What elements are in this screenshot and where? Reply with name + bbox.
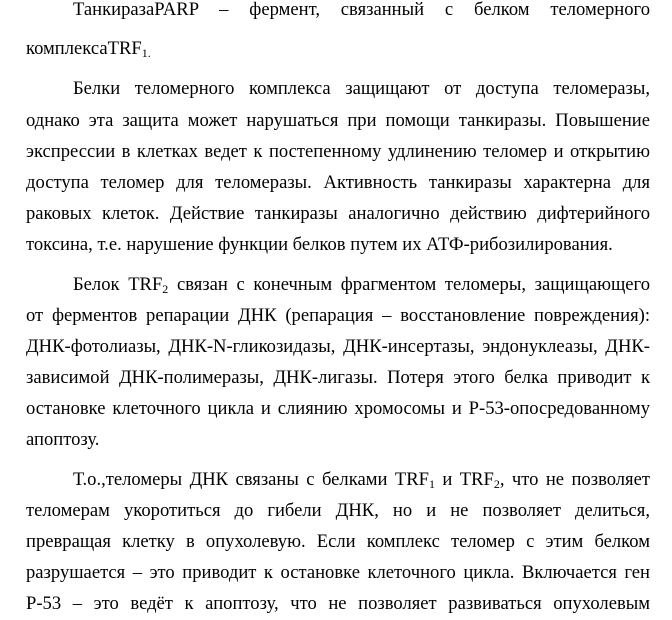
text-line: теломерам укоротиться до гибели ДНК, но и не позволяет делиться, [26,499,650,521]
paragraph [26,269,650,456]
text-line: токсина, т.е. нарушение функции белков путем их АТФ-рибозилирования. [26,234,613,256]
paragraph [26,0,650,64]
text-line [26,269,650,300]
text-line: Р-53 – это ведёт к апоптозу, что не позволяет развиваться опухолевым [26,593,650,615]
subscript: 1 [428,476,435,491]
text-line: апоптозу. [26,429,100,451]
text-line: доступа теломер для теломеразы. Активность танкиразы характерна для [26,171,650,193]
text-line: ТанкиразаPARP – фермент, связанный с белком теломерного [73,0,650,20]
paragraph [26,464,650,620]
text-line: разрушается – это приводит к остановке клеточного цикла. Включается ген [26,562,650,584]
document-page [26,0,650,620]
text-line [26,464,650,495]
text-line: Белки теломерного комплекса защищают от доступа теломеразы, [73,78,650,100]
subscript: 2 [493,476,500,491]
text-line [26,33,650,64]
text-fragment: Т.о.,теломеры ДНК связаны с белками TRF [73,468,429,490]
text-line: экспрессии в клетках ведет к постепенному удлинению теломер и открытию [26,140,650,162]
text-fragment: , что не позволяет [499,468,650,490]
text-line: ДНК-фотолиазы, ДНК-N-гликозидазы, ДНК-инсертазы, эндонуклеазы, ДНК- [26,335,650,357]
text-line: остановке клеточного цикла и слиянию хромосомы и Р-53-опосредованному [26,398,650,420]
text-fragment: Белок TRF [73,273,163,295]
text-line: раковых клеток. Действие танкиразы аналогично действию дифтерийного [26,203,650,225]
text-line: от ферментов репарации ДНК (репарация – восстановление повреждения): [26,304,650,326]
text-fragment: и TRF [434,468,494,490]
text-line: однако эта защита может нарушаться при помощи танкиразы. Повышение [26,109,650,131]
text-fragment: комплексаTRF [26,38,142,60]
text-fragment: связан с конечным фрагментом теломеры, защищающего [168,273,650,295]
subscript: 1. [141,46,151,61]
paragraph [26,73,650,260]
text-line: превращая клетку в опухолевую. Если комплекс теломер с этим белком [26,531,650,552]
subscript: 2 [162,281,169,296]
text-line: зависимой ДНК-полимеразы, ДНК-лигазы. Потеря этого белка приводит к [26,367,650,389]
